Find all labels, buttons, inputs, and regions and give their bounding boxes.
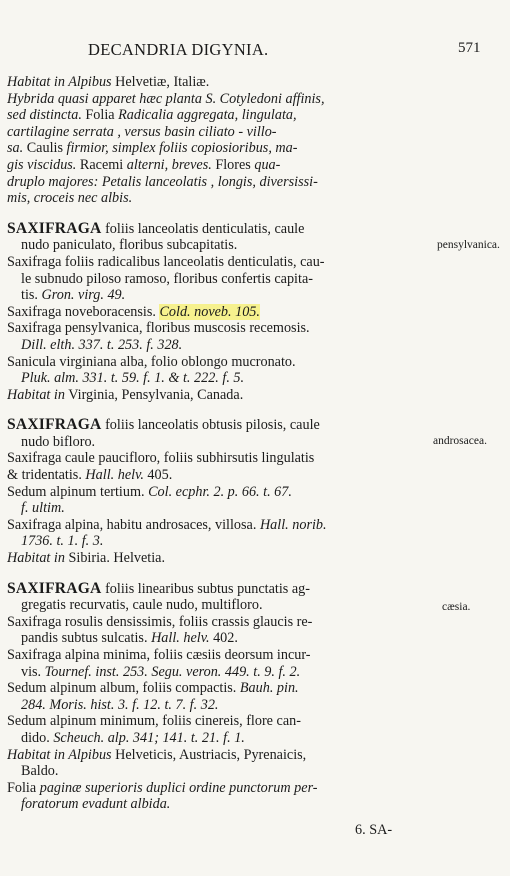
page-header bbox=[0, 40, 510, 64]
species-heading-cont bbox=[7, 434, 427, 451]
synonym-line bbox=[7, 533, 427, 550]
citation: 1736. t. 1. f. 3. bbox=[21, 533, 104, 550]
text-span: firmior, simplex foliis copiosioribus, ma- bbox=[66, 140, 298, 157]
margin-species-name: pensylvanica. bbox=[437, 239, 500, 251]
text-span: Saxifraga alpina, habitu androsaces, villosa. bbox=[7, 516, 257, 533]
running-title: DECANDRIA DIGYNIA. bbox=[88, 40, 269, 59]
synonym-line bbox=[7, 320, 427, 337]
section-gap bbox=[7, 403, 427, 417]
text-span: pandis subtus sulcatis. bbox=[21, 630, 148, 647]
text-span: alterni, breves. bbox=[126, 156, 212, 173]
text-span: qua- bbox=[254, 156, 281, 173]
habitat-line bbox=[7, 550, 427, 567]
citation: Gron. virg. 49. bbox=[37, 287, 126, 304]
habitat-places: Virginia, Pensylvania, Canada. bbox=[64, 386, 244, 403]
synonym-line bbox=[7, 730, 427, 747]
text-span: paginæ superioris duplici ordine punctorum per- bbox=[39, 779, 318, 796]
synonym-line bbox=[7, 304, 427, 321]
hybrid-note-line bbox=[7, 140, 427, 157]
citation: Bauh. pin. bbox=[236, 680, 299, 697]
text-span: dido. bbox=[21, 729, 50, 746]
text-span: 402. bbox=[209, 630, 238, 647]
text-span: Saxifraga alpina minima, foliis cæsiis deorsum incur- bbox=[7, 647, 311, 663]
hybrid-note-line bbox=[7, 124, 427, 141]
citation: 284. Moris. hist. 3. f. 12. t. 7. f. 32. bbox=[21, 696, 219, 713]
text-span: Racemi bbox=[76, 156, 127, 173]
habitat-label: Habitat in Alpibus bbox=[7, 74, 112, 90]
citation: Col. ecphr. 2. p. 66. t. 67. bbox=[144, 483, 292, 500]
text-span: gis viscidus. bbox=[7, 156, 77, 173]
section-gap bbox=[7, 567, 427, 581]
synonym-line bbox=[7, 450, 427, 467]
synonym-line bbox=[7, 337, 427, 354]
text-span: nudo paniculato, floribus subcapitatis. bbox=[21, 237, 238, 254]
note-line bbox=[7, 796, 427, 813]
synonym-line bbox=[7, 664, 427, 681]
text-span: sed distincta. bbox=[7, 107, 82, 124]
text-span: cartilagine serrata , versus basin ciliato - villo- bbox=[7, 123, 277, 140]
species-heading bbox=[7, 581, 427, 598]
text-span: Sedum alpinum album, foliis compactis. bbox=[7, 680, 237, 697]
habitat-places: Baldo. bbox=[21, 763, 59, 780]
synonym-line bbox=[7, 500, 427, 517]
text-span: & tridentatis. bbox=[7, 467, 82, 484]
synonym-line bbox=[7, 271, 427, 288]
synonym-line bbox=[7, 630, 427, 647]
note-line bbox=[7, 780, 427, 797]
synonym-line bbox=[7, 254, 427, 271]
habitat-line bbox=[7, 74, 427, 91]
species-heading bbox=[7, 417, 427, 434]
citation: Pluk. alm. 331. t. 59. f. 1. & t. 222. f. 5. bbox=[21, 370, 245, 387]
text-span: Saxifraga rosulis densissimis, foliis crassis glaucis re- bbox=[7, 613, 313, 630]
text-span: Saxifraga noveboracensis. bbox=[7, 303, 156, 320]
habitat-places: Helveticis, Austriacis, Pyrenaicis, bbox=[111, 746, 307, 763]
text-span: Radicalia aggregata, lingulata, bbox=[118, 107, 297, 124]
text-span: nudo bifloro. bbox=[21, 433, 96, 450]
synonym-line bbox=[7, 287, 427, 304]
text-span: Hybrida quasi apparet hæc planta S. Cotyledoni affinis, bbox=[7, 90, 325, 107]
text-span: Folia bbox=[7, 779, 40, 796]
text-span: Sanicula virginiana alba, folio oblongo mucronato. bbox=[7, 353, 296, 370]
text-span: Sedum alpinum minimum, foliis cinereis, flore can- bbox=[7, 713, 301, 730]
text-span: tis. bbox=[21, 287, 38, 304]
text-span: foratorum evadunt albida. bbox=[21, 796, 171, 813]
section-gap bbox=[7, 207, 427, 221]
habitat-places: Helvetiæ, Italiæ. bbox=[111, 74, 210, 90]
text-span: foliis linearibus subtus punctatis ag- bbox=[101, 580, 310, 597]
habitat-label: Habitat in bbox=[7, 386, 65, 403]
text-span: 405. bbox=[143, 467, 173, 484]
text-span: Folia bbox=[81, 107, 119, 124]
text-span: Flores bbox=[211, 156, 255, 173]
citation: Tournef. inst. 253. Segu. veron. 449. t. 9. f. 2. bbox=[41, 663, 301, 680]
text-span: Saxifraga foliis radicalibus lanceolatis denticulatis, cau- bbox=[7, 253, 325, 270]
genus-name: SAXIFRAGA bbox=[7, 417, 102, 434]
text-span: gregatis recurvatis, caule nudo, multifloro. bbox=[21, 597, 263, 614]
species-heading-cont bbox=[7, 237, 427, 254]
habitat-label: Habitat in Alpibus bbox=[7, 746, 112, 763]
synonym-line bbox=[7, 647, 427, 664]
text-span: Saxifraga caule paucifloro, foliis subhirsutis lingulatis bbox=[7, 450, 315, 467]
habitat-line bbox=[7, 387, 427, 404]
text-span: Caulis bbox=[23, 140, 67, 157]
text-span: le subnudo piloso ramoso, floribus confertis capita- bbox=[21, 270, 313, 287]
citation: Hall. norib. bbox=[256, 516, 327, 533]
hybrid-note-line bbox=[7, 91, 427, 108]
hybrid-note-line bbox=[7, 174, 427, 191]
citation: Hall. helv. bbox=[81, 467, 144, 484]
synonym-line bbox=[7, 713, 427, 730]
citation: Hall. helv. bbox=[147, 630, 210, 647]
genus-name: SAXIFRAGA bbox=[7, 220, 102, 237]
synonym-line bbox=[7, 354, 427, 371]
species-heading-cont bbox=[7, 597, 427, 614]
synonym-line bbox=[7, 680, 427, 697]
species-heading bbox=[7, 221, 427, 238]
text-span: mis, croceis nec albis. bbox=[7, 190, 133, 207]
highlighted-citation: Cold. noveb. 105. bbox=[159, 303, 260, 320]
citation: f. ultim. bbox=[21, 500, 65, 517]
margin-species-name: androsacea. bbox=[433, 435, 487, 447]
habitat-places: Sibiria. Helvetia. bbox=[64, 550, 166, 567]
citation: Scheuch. alp. 341; 141. t. 21. f. 1. bbox=[49, 729, 245, 746]
synonym-line bbox=[7, 484, 427, 501]
hybrid-note-line bbox=[7, 190, 427, 207]
habitat-label: Habitat in bbox=[7, 550, 65, 567]
citation: Dill. elth. 337. t. 253. f. 328. bbox=[21, 336, 183, 353]
synonym-line bbox=[7, 467, 427, 484]
habitat-line-cont bbox=[7, 763, 427, 780]
catchword: 6. SA- bbox=[355, 822, 393, 838]
hybrid-note-line bbox=[7, 157, 427, 174]
synonym-line bbox=[7, 370, 427, 387]
text-span: druplo majores: Petalis lanceolatis , longis, diversissi- bbox=[7, 173, 318, 190]
habitat-line bbox=[7, 747, 427, 764]
page-number: 571 bbox=[458, 40, 481, 56]
text-span: Saxifraga pensylvanica, floribus muscosis recemosis. bbox=[7, 320, 310, 337]
synonym-line bbox=[7, 697, 427, 714]
margin-species-name: cæsia. bbox=[442, 601, 471, 613]
text-span: foliis lanceolatis denticulatis, caule bbox=[101, 220, 305, 237]
text-body bbox=[7, 74, 427, 813]
text-span: foliis lanceolatis obtusis pilosis, caule bbox=[101, 417, 320, 434]
text-span: sa. bbox=[7, 140, 24, 157]
synonym-line bbox=[7, 517, 427, 534]
synonym-line bbox=[7, 614, 427, 631]
genus-name: SAXIFRAGA bbox=[7, 580, 102, 597]
text-span: vis. bbox=[21, 663, 42, 680]
hybrid-note-line bbox=[7, 107, 427, 124]
text-span: Sedum alpinum tertium. bbox=[7, 483, 145, 500]
